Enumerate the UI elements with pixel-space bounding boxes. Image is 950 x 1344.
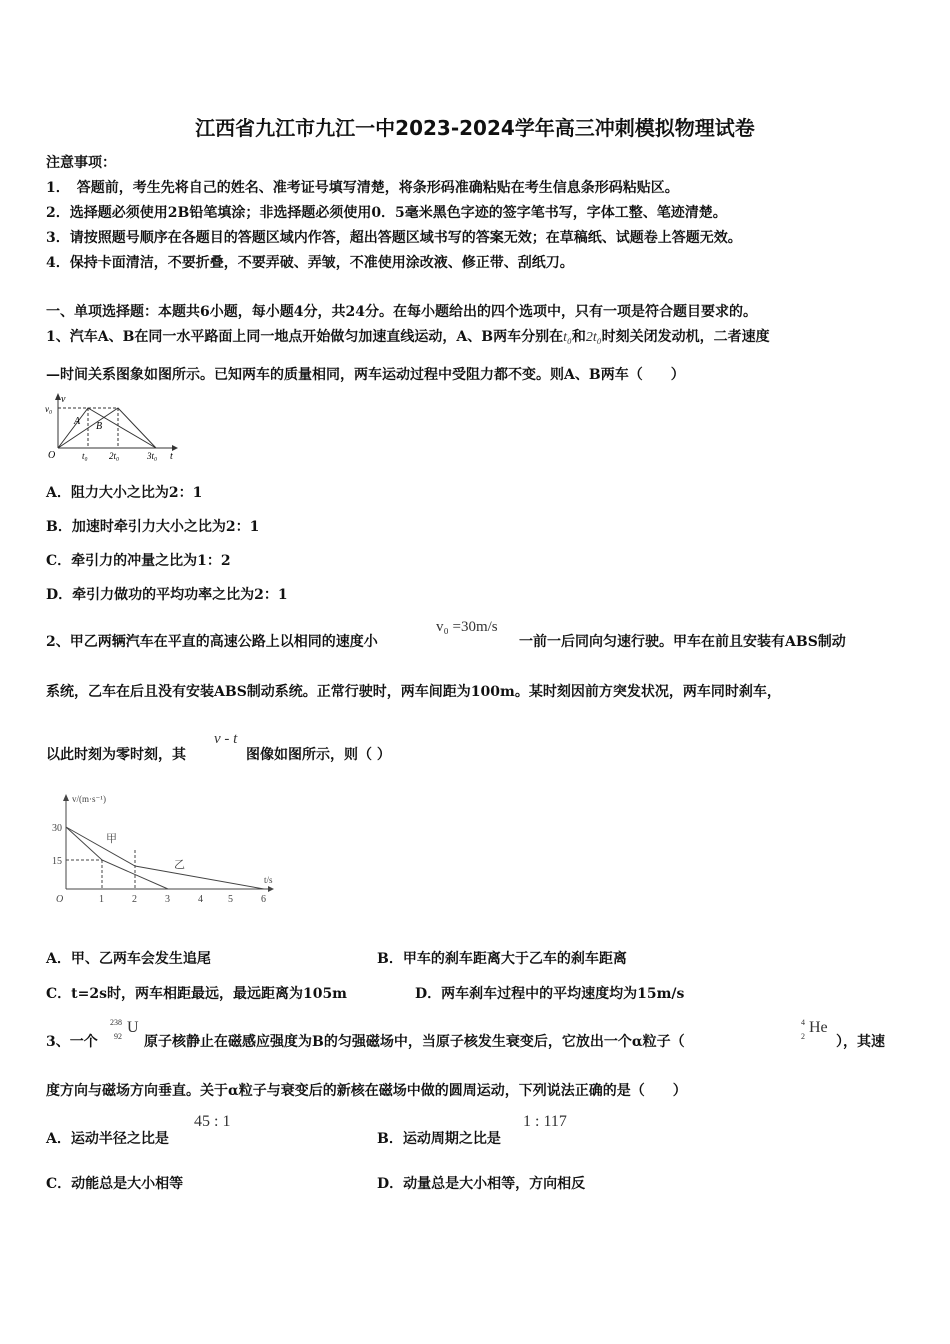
- q1-x-arrow: [172, 445, 178, 451]
- q3-he-mass: 4: [801, 1018, 805, 1027]
- q2-stem-line2: 系统，乙车在后且没有安装ABS制动系统。正常行驶时，两车间距为100m。某时刻因前方突发状况，两车同时刹车，: [46, 684, 781, 700]
- q2-stem-line3b: 图像如图所示，则（ ）: [246, 747, 391, 763]
- q2-x-tick-6: 6: [261, 894, 266, 905]
- q1-t-label: t: [170, 451, 173, 462]
- q2-y-tick-15: 15: [52, 856, 62, 867]
- q2-stem-line1b: 一前一后同向匀速行驶。甲车在前且安装有ABS制动: [519, 634, 846, 650]
- q1-origin-label: O: [48, 450, 56, 461]
- q2-option-d: D．两车刹车过程中的平均速度均为15m/s: [415, 986, 685, 1002]
- q1-vt-graph: [44, 392, 184, 462]
- q2-vt-label: v - t: [214, 731, 238, 747]
- notice-item: 4．保持卡面清洁，不要折叠，不要弄破、弄皱，不准使用涂改液、修正带、刮纸刀。: [46, 255, 574, 271]
- q2-x-tick-3: 3: [165, 894, 170, 905]
- q1-v0-label: v₀: [45, 404, 53, 414]
- q3-u-symbol: U: [127, 1019, 139, 1036]
- notice-item: 2．选择题必须使用2B铅笔填涂；非选择题必须使用0．5毫米黑色字迹的签字笔书写，字体工整、笔迹清楚。: [46, 205, 727, 221]
- q1-tick-3t0: 3t₀: [147, 451, 158, 461]
- q2-option-b: B．甲车的刹车距离大于乙车的刹车距离: [377, 951, 627, 967]
- q1-line-a: [58, 408, 156, 448]
- q1-option-d: D．牵引力做功的平均功率之比为2：1: [46, 587, 288, 603]
- q1-t0: t₀: [563, 330, 572, 345]
- q3-option-d: D．动量总是大小相等，方向相反: [377, 1176, 586, 1192]
- notice-item: 3．请按照题号顺序在各题目的答题区域内作答，超出答题区域书写的答案无效；在草稿纸、试题卷上答题无效。: [46, 230, 742, 246]
- page-title: 江西省九江市九江一中2023-2024学年高三冲刺模拟物理试卷: [195, 116, 755, 140]
- q1-option-a: A．阻力大小之比为2：1: [46, 485, 203, 501]
- q3-option-c: C．动能总是大小相等: [46, 1176, 184, 1192]
- q1-and: 和: [571, 329, 586, 345]
- q2-y-tick-30: 30: [52, 823, 62, 834]
- q2-x-tick-1: 1: [99, 894, 104, 905]
- q1-stem-line2: —时间关系图象如图所示。已知两车的质量相同，两车运动过程中受阻力都不变。则A、B两车（ ）: [46, 367, 685, 383]
- q1-2t0: 2t₀: [585, 330, 602, 345]
- q1-tick-t0: t₀: [82, 451, 88, 461]
- notice-item: 1． 答题前，考生先将自己的姓名、准考证号填写清楚，将条形码准确粘贴在考生信息条形码粘贴区。: [46, 180, 679, 196]
- q2-x-tick-4: 4: [198, 894, 203, 905]
- q2-option-c: C．t=2s时，两车相距最远，最远距离为105m: [46, 986, 347, 1002]
- q3-option-b: B．运动周期之比是: [377, 1131, 501, 1147]
- q3-he-symbol: He: [809, 1019, 828, 1036]
- q2-option-a: A．甲、乙两车会发生追尾: [46, 951, 211, 967]
- q3-stem-mid: 原子核静止在磁感应强度为B的匀强磁场中，当原子核发生衰变后，它放出一个α粒子（: [144, 1034, 685, 1050]
- q2-x-arrow: [268, 886, 274, 892]
- q2-x-label: t/s: [264, 875, 273, 885]
- q1-a-label: A: [74, 416, 81, 427]
- q2-x-tick-2: 2: [132, 894, 137, 905]
- q3-u-number: 92: [114, 1032, 122, 1041]
- q1-option-b: B．加速时牵引力大小之比为2：1: [46, 519, 260, 535]
- q1-stem-part: 时刻关闭发动机，二者速度: [601, 329, 770, 345]
- q2-jia-label: 甲: [106, 833, 117, 845]
- q2-origin-label: O: [56, 894, 64, 905]
- q2-vt-graph: [50, 790, 290, 910]
- q2-v0-formula: v₀ =30m/s: [436, 619, 498, 635]
- q3-stem-end: ），其速: [836, 1034, 885, 1050]
- q1-stem-line1: [46, 326, 770, 346]
- q1-option-c: C．牵引力的冲量之比为1：2: [46, 553, 231, 569]
- q3-he-number: 2: [801, 1032, 805, 1041]
- q1-v-label: v: [61, 394, 66, 405]
- q2-x-tick-5: 5: [228, 894, 233, 905]
- q2-y-arrow: [63, 794, 69, 801]
- q3-option-a: A．运动半径之比是: [46, 1131, 169, 1147]
- q2-line-yi: [66, 827, 264, 889]
- section-heading: 一、单项选择题：本题共6小题，每小题4分，共24分。在每小题给出的四个选项中，只有一项是符合题目要求的。: [46, 304, 757, 320]
- q1-stem-part: 1、汽车A、B在同一水平路面上同一地点开始做匀加速直线运动，A、B两车分别在: [46, 329, 564, 345]
- q2-yi-label: 乙: [174, 859, 185, 871]
- q2-stem-line1a: 2、甲乙两辆汽车在平直的高速公路上以相同的速度小: [46, 634, 378, 650]
- notice-heading: 注意事项：: [46, 155, 116, 171]
- q2-line-jia: [66, 827, 168, 889]
- q3-option-a-value: 45 : 1: [194, 1113, 231, 1130]
- q2-y-label: v/(m·s⁻¹): [72, 794, 106, 804]
- q3-prefix: 3、一个: [46, 1034, 98, 1050]
- q1-b-label: B: [96, 421, 103, 432]
- q3-stem-line2: 度方向与磁场方向垂直。关于α粒子与衰变后的新核在磁场中做的圆周运动，下列说法正确的是（ ）: [46, 1083, 687, 1099]
- q3-u-mass: 238: [110, 1018, 122, 1027]
- q1-tick-2t0: 2t₀: [109, 451, 120, 461]
- q2-stem-line3a: 以此时刻为零时刻，其: [46, 747, 186, 763]
- q3-option-b-value: 1 : 117: [523, 1113, 567, 1130]
